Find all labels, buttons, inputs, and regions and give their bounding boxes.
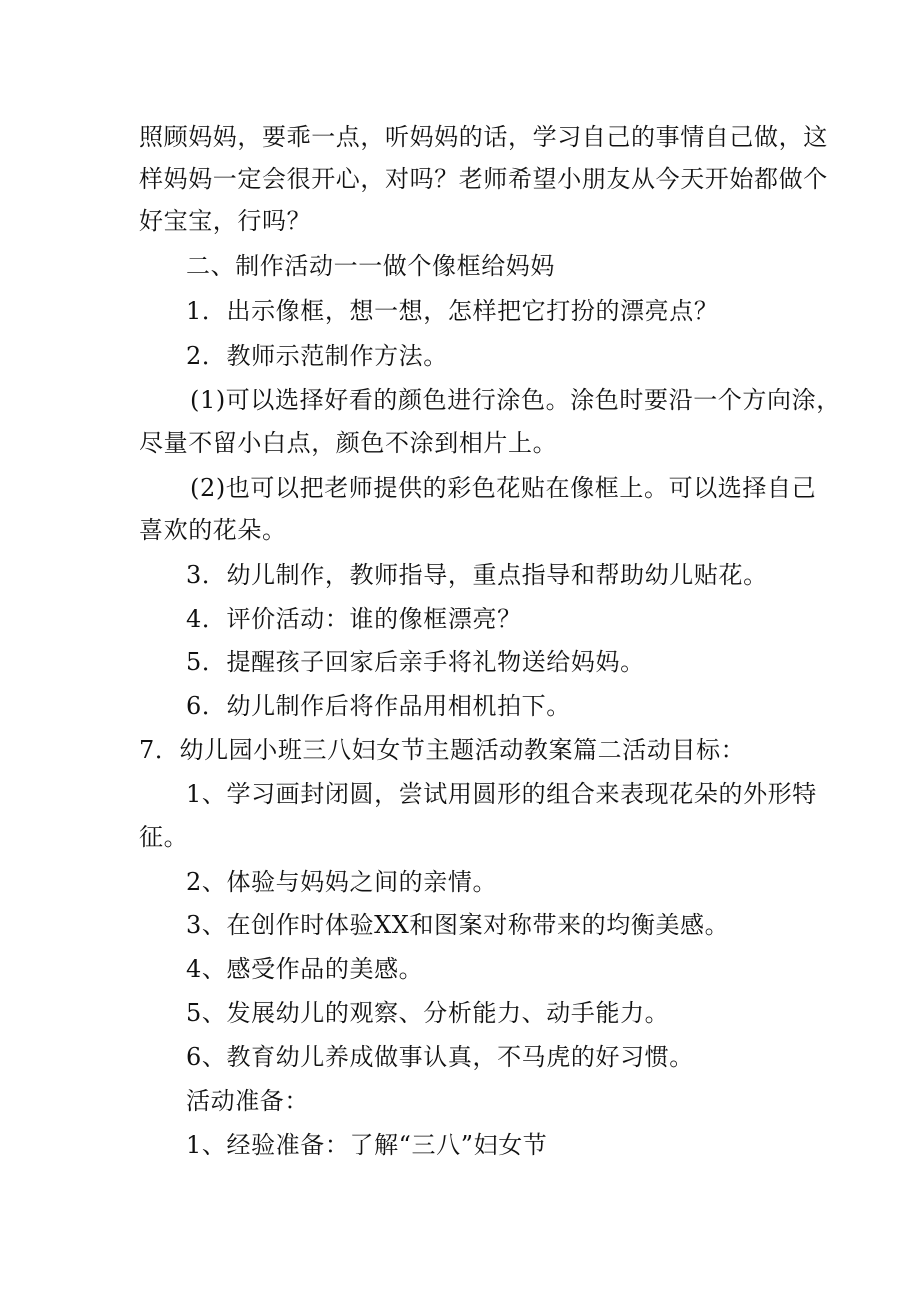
list-item: 2、体验与妈妈之间的亲情。: [186, 868, 498, 896]
paragraph-line: (1)可以选择好看的颜色进行涂色。涂色时要沿一个方向涂，: [190, 386, 841, 414]
list-item: 3．幼儿制作，教师指导，重点指导和帮助幼儿贴花。: [186, 561, 768, 589]
paragraph-line: 照顾妈妈，要乖一点，听妈妈的话，学习自己的事情自己做，这: [139, 123, 828, 151]
list-item: 6．幼儿制作后将作品用相机拍下。: [186, 692, 571, 720]
section-heading: 二、制作活动一一做个像框给妈妈: [186, 252, 555, 280]
list-item: 3、在创作时体验XX和图案对称带来的均衡美感。: [186, 911, 730, 939]
paragraph-line: (2)也可以把老师提供的彩色花贴在像框上。可以选择自己: [190, 474, 817, 502]
list-item: 4．评价活动：谁的像框漂亮？: [186, 605, 522, 633]
section-heading: 7．幼儿园小班三八妇女节主题活动教案篇二活动目标：: [139, 736, 746, 764]
list-item: 4、感受作品的美感。: [186, 955, 424, 983]
paragraph-line: 尽量不留小白点，颜色不涂到相片上。: [139, 429, 558, 457]
list-item: 5、发展幼儿的观察、分析能力、动手能力。: [186, 999, 670, 1027]
paragraph-line: 征。: [139, 823, 189, 851]
paragraph-line: 好宝宝，行吗？: [139, 207, 312, 235]
list-item: 5．提醒孩子回家后亲手将礼物送给妈妈。: [186, 648, 645, 676]
paragraph-line: 样妈妈一定会很开心，对吗？老师希望小朋友从今天开始都做个: [139, 165, 828, 193]
list-item: 1、经验准备：了解“三八”妇女节: [186, 1131, 548, 1159]
paragraph-line: 1、学习画封闭圆，尝试用圆形的组合来表现花朵的外形特: [186, 780, 817, 808]
section-heading: 活动准备：: [186, 1087, 309, 1115]
list-item: 6、教育幼儿养成做事认真，不马虎的好习惯。: [186, 1043, 694, 1071]
list-item: 2．教师示范制作方法。: [186, 342, 448, 370]
list-item: 1．出示像框，想一想，怎样把它打扮的漂亮点？: [186, 297, 719, 325]
paragraph-line: 喜欢的花朵。: [139, 516, 287, 544]
